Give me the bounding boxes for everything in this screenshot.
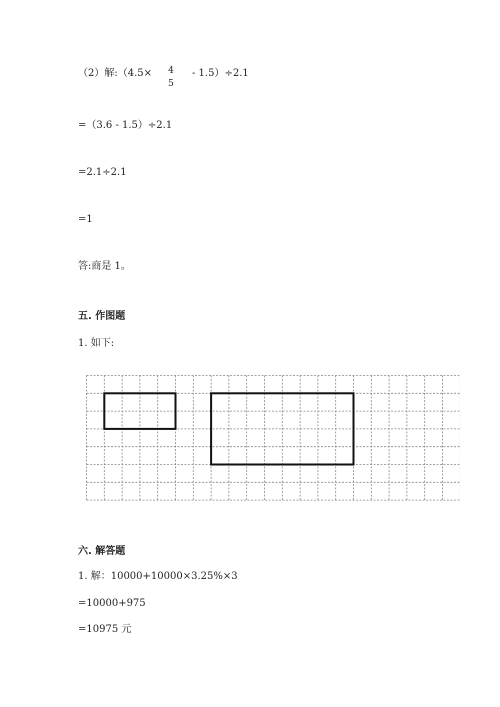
step-3: =1	[78, 214, 93, 225]
q2-expression	[78, 68, 152, 80]
section5-item1: 1. 如下:	[78, 338, 115, 349]
section5-title: 五. 作图题	[78, 311, 126, 322]
step-1: =（3.6 - 1.5）÷2.1	[78, 120, 173, 131]
drawing-grid	[86, 375, 460, 514]
q2-suffix: - 1.5）÷2.1	[192, 68, 249, 79]
section6-line1: 1. 解：10000+10000×3.25%×3	[78, 571, 238, 582]
section6-line3: =10975 元	[78, 624, 132, 635]
q2-prefix: （2）解:（4.5×	[78, 68, 153, 79]
fraction-numerator: 4	[168, 66, 174, 76]
step-2: =2.1÷2.1	[78, 167, 127, 178]
section6-line2: =10000+975	[78, 598, 146, 609]
section6-title: 六. 解答题	[78, 546, 126, 557]
fraction-denominator: 5	[168, 79, 174, 89]
answer-line: 答:商是 1。	[78, 261, 131, 272]
